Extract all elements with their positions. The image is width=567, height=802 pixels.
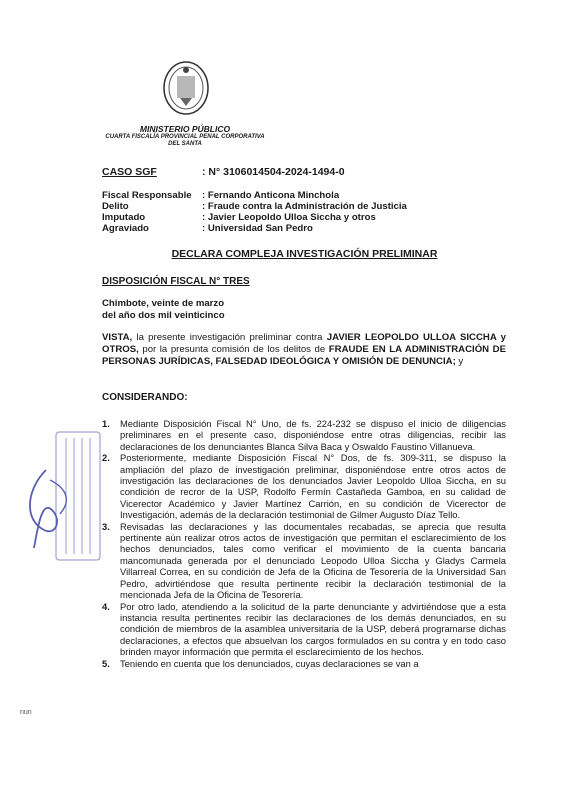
date-line-2: del año dos mil veinticinco <box>102 310 225 321</box>
meta-value: : Fernando Anticona Minchola <box>202 190 340 201</box>
official-stamp-signature-icon <box>16 430 108 570</box>
footer-mark: nun <box>20 709 32 716</box>
caso-line <box>102 166 345 178</box>
vista-text-1: la presente investigación preliminar contra <box>132 332 327 343</box>
list-item <box>102 601 506 658</box>
vista-text-2: por la presunta comisión de los delitos de <box>138 344 329 355</box>
document-title: DECLARA COMPLEJA INVESTIGACIÓN PRELIMINAR <box>171 248 438 260</box>
disposicion-heading: DISPOSICIÓN FISCAL N° TRES <box>102 276 250 287</box>
item-number: 5. <box>102 657 110 669</box>
item-number: 2. <box>102 452 110 464</box>
vista-accused: JAVIER LEOPOLDO ULLOA SICCHA y OTROS, <box>102 332 506 355</box>
list-item <box>102 452 506 520</box>
vista-paragraph <box>102 332 506 368</box>
list-item <box>102 418 506 452</box>
meta-value: : Universidad San Pedro <box>202 223 313 234</box>
considerando-list <box>102 418 506 669</box>
meta-row-fiscal <box>102 190 339 201</box>
meta-key: Delito <box>102 201 129 212</box>
item-number: 3. <box>102 520 110 532</box>
meta-key: Imputado <box>102 212 146 223</box>
caso-label: CASO SGF <box>102 166 157 178</box>
vista-lead: VISTA, <box>102 332 133 343</box>
item-text: Posteriormente, mediante Disposición Fiscal N° Dos, de fs. 309-311, se dispuso la ampliación del plazo de investigación preliminar, disponiéndose entre otros actos de investigación las declaraciones de los denunciados Javier Leopoldo Ulloa Siccha, en su condición de recror de la USP, Rodolfo Fermín Castañeda Gamboa, en su calidad de Vicerector Académico y Javier Martínez Carrión, en su condición de Vicerector de Investigación, además de la declaración testimonial de Gilmer Augusto Díaz Tello. <box>120 452 506 521</box>
meta-row-imputado <box>102 212 376 223</box>
ministerio-publico-seal-icon <box>160 58 212 122</box>
item-number: 4. <box>102 600 110 612</box>
meta-key: Agraviado <box>102 223 149 234</box>
meta-value: : Fraude contra la Administración de Justicia <box>202 201 407 212</box>
item-text: Por otro lado, atendiendo a la solicitud de la parte denunciante y advirtiéndose que a esta instancia resulta pertinentes recibir las declaraciones de los demás denunciados, en su condición de miembros de la asamblea universitaria de la USP, deberá programarse dichas declaraciones, a efectos que absuelvan los cargos formulados en su contra y en todo caso brinden mayor información que permita el esclarecimiento de los hechos. <box>120 600 506 658</box>
list-item <box>102 658 506 669</box>
item-number: 1. <box>102 418 110 429</box>
org-subtitle-1: CUARTA FISCALÍA PROVINCIAL PENAL CORPORATIVA <box>105 134 265 140</box>
meta-key: Fiscal Responsable <box>102 190 192 201</box>
item-text: Mediante Disposición Fiscal N° Uno, de fs. 224-232 se dispuso el inicio de diligencias preliminares en el presente caso, disponiéndose entre otras diligencias, recibir las declaraciones de los denunciantes Blanca Silva Baca y Oswaldo Faustino Villanueva. <box>120 418 506 452</box>
vista-text-3: y <box>455 356 464 367</box>
item-text: Teniendo en cuenta que los denunciados, cuyas declaraciones se van a <box>120 657 419 669</box>
caso-value: : N° 3106014504-2024-1494-0 <box>202 166 345 178</box>
date-line-1: Chimbote, veinte de marzo <box>102 298 225 309</box>
org-subtitle-2: DEL SANTA <box>168 141 202 147</box>
considerando-heading: CONSIDERANDO: <box>102 392 188 403</box>
item-text: Revisadas las declaraciones y las documentales recabadas, se aprecia que resulta pertinente aún realizar otros actos de investigación que permitan el esclarecimiento de los hechos denunciados, tales como verificar el movimiento de la cuenta bancaria mancomunada generada por el denunciado Leopodo Ulloa Siccha y Gladys Carmela Villarreal Correa, en su condición de Jefa de la Oficina de Tesorería de la Universidad San Pedro, advirtiéndose que resulta pertinente recibir la declaración testimonial de la mencionada Jefa de la Oficina de Tesorería. <box>120 520 506 601</box>
meta-value: : Javier Leopoldo Ulloa Siccha y otros <box>202 212 376 223</box>
list-item <box>102 521 506 601</box>
vista-crimes: FRAUDE EN LA ADMINISTRACIÓN DE PERSONAS JURÍDICAS, FALSEDAD IDEOLÓGICA Y OMISIÓN DE DENUNCIA; <box>102 344 506 367</box>
meta-row-agraviado <box>102 223 313 234</box>
meta-row-delito <box>102 201 407 212</box>
org-name: MINISTERIO PÚBLICO <box>139 124 231 134</box>
